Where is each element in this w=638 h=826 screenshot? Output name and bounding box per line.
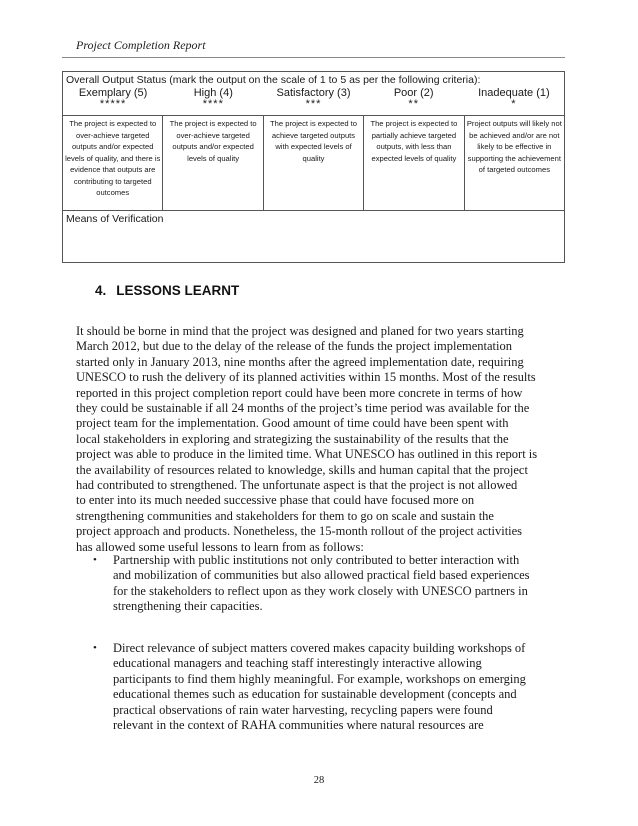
criteria-table-heading: Overall Output Status (mark the output on the scale of 1 to 5 as per the following criteria): xyxy=(66,74,481,86)
level-high xyxy=(163,87,263,115)
paragraph-line: started only in January 2013, nine months after the agreed implementation date, requiring xyxy=(76,354,524,369)
paragraph-line: strengthening communities and stakeholders for them to go on scale and sustain the xyxy=(76,508,494,523)
bullet-line: educational managers and teaching staff interestingly interactive allowing xyxy=(113,656,482,671)
bullet-line: and mobilization of communities but also allowed practical field based experiences xyxy=(113,568,530,583)
paragraph-line: had contributed to strengthened. The unfortunate aspect is that the project is not allowed xyxy=(76,478,518,493)
means-of-verification-label: Means of Verification xyxy=(66,213,164,225)
bullet-text xyxy=(113,641,573,733)
level-stars: *** xyxy=(305,98,322,110)
bullet-line: educational themes such as education for sustainable development (concepts and xyxy=(113,687,517,702)
header-rule xyxy=(62,57,565,58)
paragraph-line: March 2012, but due to the delay of the release of the funds the project implementation xyxy=(76,339,512,354)
level-description: The project is expected to over-achieve targeted outputs and/or expected levels of quality, and there is evidence that outputs are contributing to targeted outcomes xyxy=(65,119,161,197)
paragraph-line: the availability of resources related to knowledge, skills and human capital that the project xyxy=(76,462,528,477)
body-paragraph xyxy=(76,324,576,555)
section-title: LESSONS LEARNT xyxy=(116,283,240,298)
level-stars: ***** xyxy=(99,98,127,110)
section-heading xyxy=(95,283,239,298)
bullet-line: Partnership with public institutions not only contributed to better interaction with xyxy=(113,553,520,567)
paragraph-line: project team for the implementation. Good amount of time could have been spent with xyxy=(76,416,509,431)
criteria-table xyxy=(62,71,565,263)
level-label: Poor (2) xyxy=(393,87,434,99)
bullet-line: Direct relevance of subject matters covered makes capacity building workshops of xyxy=(113,641,526,655)
level-description: Project outputs will likely not be achieved and/or are not likely to be effective in supporting the achievement of targeted outcomes xyxy=(464,116,564,210)
running-header: Project Completion Report xyxy=(76,38,206,52)
level-description: The project is expected to over-achieve targeted outputs and/or expected levels of quality xyxy=(162,116,262,210)
level-satisfactory xyxy=(263,87,363,115)
level-label: Inadequate (1) xyxy=(478,87,550,99)
level-inadequate xyxy=(464,87,564,115)
bullet-marker: • xyxy=(93,554,97,566)
bullet-line: participants to find them highly meaningful. For example, workshops on emerging xyxy=(113,671,526,686)
page-number: 28 xyxy=(313,775,325,786)
level-stars: **** xyxy=(202,98,224,110)
level-exemplary xyxy=(63,87,163,115)
level-stars: * xyxy=(511,98,517,110)
paragraph-line: they could be sustainable if all 24 months of the project’s time period was available for the xyxy=(76,401,530,416)
section-number: 4. xyxy=(95,283,107,298)
paragraph-line: to enter into its much needed successive phase that could have focused more on xyxy=(76,493,475,508)
paragraph-line: has allowed some useful lessons to learn from as follows: xyxy=(76,539,364,554)
paragraph-line: reported in this project completion report could have been more concrete in terms of how xyxy=(76,385,523,400)
paragraph-line: project was able to produce in the limited time. What UNESCO has outlined in this report is xyxy=(76,447,538,462)
bullet-line: strengthening their capacities. xyxy=(113,599,263,614)
bullet-line: for the stakeholders to reflect upon as they work closely with UNESCO partners in xyxy=(113,583,528,598)
paragraph-line: UNESCO to rush the delivery of its planned activities within 15 months. Most of the results xyxy=(76,370,536,385)
bullet-line: practical observations of rain water harvesting, recycling papers were found xyxy=(113,702,493,717)
bullet-text xyxy=(113,553,573,615)
descriptions-row xyxy=(63,115,564,211)
level-label: High (4) xyxy=(193,87,233,99)
level-label: Satisfactory (3) xyxy=(276,87,351,99)
bullet-line: relevant in the context of RAHA communities where natural resources are xyxy=(113,718,484,733)
level-description: The project is expected to partially achieve targeted outputs, with less than expected levels of quality xyxy=(363,116,463,210)
paragraph-line: local stakeholders in exploring and strategizing the sustainability of the results that the xyxy=(76,431,509,446)
level-poor xyxy=(364,87,464,115)
paragraph-line: project approach and products. Nonetheless, the 15-month rollout of the project activities xyxy=(76,524,523,539)
levels-row xyxy=(63,87,564,115)
level-stars: ** xyxy=(408,98,419,110)
level-label: Exemplary (5) xyxy=(78,87,148,99)
paragraph-line: It should be borne in mind that the project was designed and planed for two years starting xyxy=(76,324,524,338)
bullet-marker: • xyxy=(93,642,97,654)
level-description: The project is expected to achieve targeted outputs with expected levels of quality xyxy=(263,116,363,210)
